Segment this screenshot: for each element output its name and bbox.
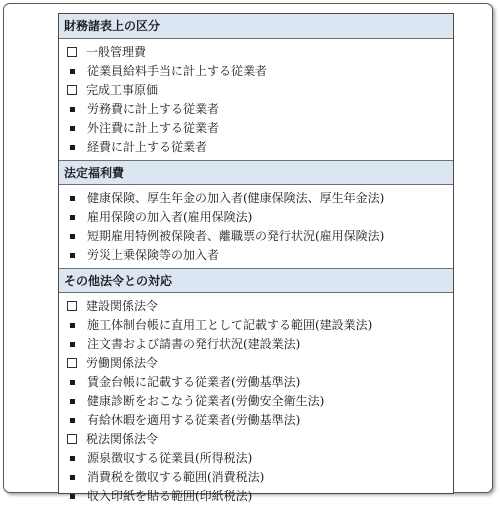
section-body-financial-statements [59, 39, 453, 160]
list-item-text: 注文書および請書の発行状況(建設業法) [87, 337, 301, 351]
bullet-icon [70, 418, 75, 423]
bullet-icon [70, 380, 75, 385]
list-item [59, 208, 453, 227]
section-header-other-laws: その他法令との対応 [59, 268, 453, 293]
section-header-statutory-welfare: 法定福利費 [59, 160, 453, 185]
category-label: 一般管理費 [86, 45, 147, 59]
bullet-icon [70, 126, 75, 131]
list-item-text: 施工体制台帳に直用工として記載する範囲(建設業法) [87, 318, 373, 332]
list-item-text: 有給休暇を適用する従業者(労働基準法) [87, 413, 301, 427]
bullet-icon [70, 145, 75, 150]
list-item [59, 468, 453, 487]
bullet-icon [70, 253, 75, 258]
bullet-icon [70, 475, 75, 480]
bullet-icon [70, 399, 75, 404]
section-header-financial-statements: 財務諸表上の区分 [59, 14, 453, 39]
list-item-text: 健康保険、厚生年金の加入者(健康保険法、厚生年金法) [87, 191, 385, 205]
category-label: 税法関係法令 [86, 432, 159, 446]
category-label: 建設関係法令 [86, 299, 159, 313]
list-item [59, 392, 453, 411]
category-label: 完成工事原価 [86, 83, 159, 97]
list-item-text: 従業員給料手当に計上する従業者 [87, 64, 268, 78]
checkbox-icon [67, 85, 77, 95]
section-body-other-laws [59, 293, 453, 509]
checkbox-icon [67, 358, 77, 368]
list-item [59, 227, 453, 246]
list-item [59, 316, 453, 335]
checkbox-row [59, 81, 453, 100]
list-item [59, 138, 453, 157]
checkbox-icon [67, 434, 77, 444]
list-item [59, 119, 453, 138]
list-item-text: 賃金台帳に記載する従業者(労働基準法) [87, 375, 301, 389]
bullet-icon [70, 234, 75, 239]
bullet-icon [70, 69, 75, 74]
list-item [59, 246, 453, 265]
bullet-icon [70, 494, 75, 499]
checkbox-icon [67, 301, 77, 311]
section-body-statutory-welfare [59, 185, 453, 268]
classification-table [58, 13, 454, 503]
checkbox-row [59, 43, 453, 62]
outer-frame [3, 3, 493, 503]
list-item-text: 外注費に計上する従業者 [87, 121, 220, 135]
list-item-text: 労災上乗保険等の加入者 [87, 248, 220, 262]
list-item [59, 189, 453, 208]
bullet-icon [70, 456, 75, 461]
list-item-text: 経費に計上する従業者 [87, 140, 208, 154]
list-item-text: 健康診断をおこなう従業者(労働安全衛生法) [87, 394, 325, 408]
list-item [59, 335, 453, 354]
list-item-text: 短期雇用特例被保険者、離職票の発行状況(雇用保険法) [87, 229, 385, 243]
checkbox-row [59, 430, 453, 449]
category-label: 労働関係法令 [86, 356, 159, 370]
list-item-text: 雇用保険の加入者(雇用保険法) [87, 210, 253, 224]
bullet-icon [70, 215, 75, 220]
list-item-text: 源泉徴収する従業員(所得税法) [87, 451, 253, 465]
list-item [59, 449, 453, 468]
bullet-icon [70, 342, 75, 347]
list-item [59, 487, 453, 506]
checkbox-icon [67, 47, 77, 57]
bullet-icon [70, 323, 75, 328]
list-item [59, 373, 453, 392]
list-item [59, 411, 453, 430]
list-item-text: 収入印紙を貼る範囲(印紙税法) [87, 489, 253, 503]
checkbox-row [59, 297, 453, 316]
checkbox-row [59, 354, 453, 373]
list-item [59, 100, 453, 119]
list-item-text: 労務費に計上する従業者 [87, 102, 220, 116]
bullet-icon [70, 107, 75, 112]
list-item-text: 消費税を徴収する範囲(消費税法) [87, 470, 265, 484]
bullet-icon [70, 196, 75, 201]
list-item [59, 62, 453, 81]
